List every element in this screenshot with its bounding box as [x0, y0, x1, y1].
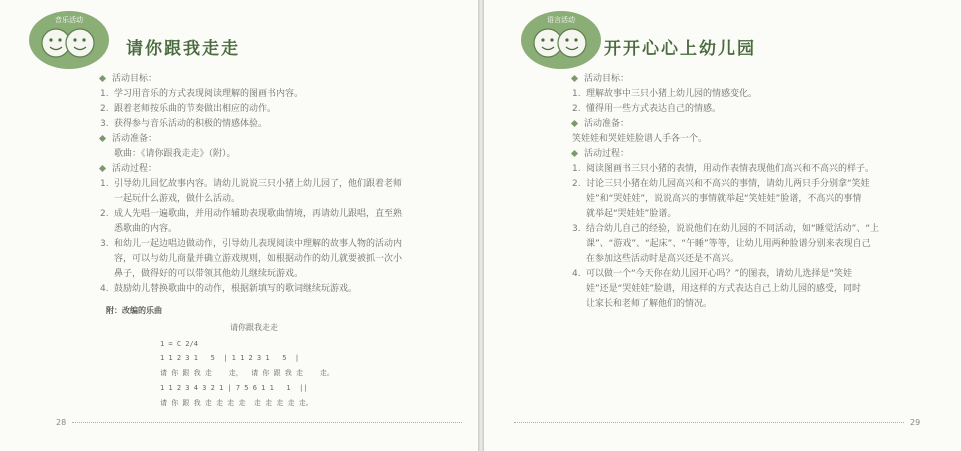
- list-item: 2. 讨论三只小猪在幼儿园高兴和不高兴的事情，请幼儿两只手分别拿“笑娃: [572, 179, 870, 189]
- list-item: 2. 成人先唱一遍歌曲，并用动作辅助表现歌曲情境，再请幼儿跟唱，直至熟: [100, 209, 403, 219]
- right-footer-dots: [514, 422, 904, 423]
- right-process-heading: 活动过程：: [584, 149, 630, 159]
- left-prep-heading: 活动准备：: [112, 134, 158, 144]
- list-item: 1. 理解故事中三只小猪上幼儿园的情感变化。: [572, 89, 758, 99]
- list-item-cont: 在参加这些活动时是高兴还是不高兴。: [586, 254, 740, 264]
- right-page: [484, 0, 961, 451]
- left-process-heading-row: [100, 162, 460, 177]
- left-page-title: 请你跟我走走: [126, 39, 240, 59]
- left-header: [28, 10, 468, 70]
- list-item-cont: 让家长和老师了解他们的情况。: [586, 299, 713, 309]
- left-content: [100, 72, 460, 297]
- list-item-cont: 鼻子，做得好的可以带领其他幼儿继续玩游戏。: [114, 269, 304, 279]
- left-page: [0, 0, 478, 451]
- list-item: 3. 结合幼儿自己的经验，说说他们在幼儿园的不同活动，如“睡觉活动”、“上: [572, 224, 879, 234]
- song-title: 请你跟我走走: [230, 323, 278, 332]
- score-line-2: 1 1 2 3 4 3 2 1 | 7 5 6 1 1 1 ||: [160, 384, 308, 392]
- left-footer-dots: [72, 422, 462, 423]
- left-badge-text: 音乐活动: [55, 16, 83, 24]
- right-page-title: 开开心心上幼儿园: [604, 39, 756, 59]
- left-goals-heading: 活动目标：: [112, 74, 158, 84]
- diamond-bullet-icon: [571, 150, 578, 157]
- left-goal-3: 获得参与音乐活动的积极的情感体验。: [114, 119, 268, 129]
- kids-faces-badge-icon: [520, 10, 602, 70]
- list-item-cont: 就举起“哭娃娃”脸谱。: [586, 209, 677, 219]
- list-item: 2. 跟着老师按乐曲的节奏做出相应的动作。: [100, 104, 277, 114]
- list-item-cont: 容，可以与幼儿商量并确立游戏规则，如根据动作的幼儿就要被抓一次小: [114, 254, 403, 264]
- left-goals-heading-row: [100, 72, 460, 87]
- attachment-label: 附：改编的乐曲: [106, 306, 162, 315]
- right-goal-2: 懂得用一些方式表达自己的情感。: [586, 104, 722, 114]
- list-item: 3. 和幼儿一起边唱边做动作，引导幼儿表现阅读中理解的故事人物的活动内: [100, 239, 403, 249]
- left-prep-item: 歌曲：《请你跟我走走》（附）。: [114, 149, 236, 159]
- left-prep-heading-row: [100, 132, 460, 147]
- list-item: 1. 引导幼儿回忆故事内容。请幼儿说说三只小猪上幼儿园了，他们跟着老师: [100, 179, 403, 189]
- right-prep-heading: 活动准备：: [584, 119, 630, 129]
- diamond-bullet-icon: [99, 165, 106, 172]
- score-lyrics-2: 请 你 跟 我 走 走 走 走 走 走 走 走 走。: [160, 399, 313, 407]
- list-item-cont: 娃”和“哭娃娃”，说说高兴的事情就举起“笑娃娃”脸谱，不高兴的事情: [586, 194, 862, 204]
- list-item-cont: 课”、“游戏”、“起床”、“午睡”等等，让幼儿用两种脸谱分别来表现自己: [586, 239, 871, 249]
- right-badge-text: 语言活动: [547, 16, 575, 24]
- list-item-cont: 悉歌曲的内容。: [114, 224, 178, 234]
- list-item: 3. 获得参与音乐活动的积极的情感体验。: [100, 119, 268, 129]
- diamond-bullet-icon: [99, 75, 106, 82]
- score-line-1: 1 1 2 3 1 5 | 1 1 2 3 1 5 |: [160, 354, 300, 362]
- diamond-bullet-icon: [99, 135, 106, 142]
- music-score: [160, 340, 360, 420]
- diamond-bullet-icon: [571, 120, 578, 127]
- left-goal-1: 学习用音乐的方式表现阅读理解的图画书内容。: [114, 89, 304, 99]
- right-prep-heading-row: [572, 117, 947, 132]
- list-item: 4. 鼓励幼儿替换歌曲中的动作，根据新填写的歌词继续玩游戏。: [100, 284, 358, 294]
- list-item: 2. 懂得用一些方式表达自己的情感。: [572, 104, 722, 114]
- right-process-heading-row: [572, 147, 947, 162]
- right-content: [572, 72, 947, 312]
- score-key: 1 = C 2/4: [160, 340, 198, 348]
- list-item: 1. 学习用音乐的方式表现阅读理解的图画书内容。: [100, 89, 304, 99]
- left-process-heading: 活动过程：: [112, 164, 158, 174]
- right-goal-1: 理解故事中三只小猪上幼儿园的情感变化。: [586, 89, 758, 99]
- right-page-number: 29: [910, 418, 921, 427]
- list-item-cont: 娃”还是“哭娃娃”脸谱，用这样的方式表达自己上幼儿园的感受，同时: [586, 284, 861, 294]
- score-lyrics-1: 请 你 跟 我 走 走， 请 你 跟 我 走 走。: [160, 369, 334, 377]
- list-item: 4. 可以做一个“今天你在幼儿园开心吗？”的图表，请幼儿选择是“笑娃: [572, 269, 852, 279]
- list-item: 1. 阅读图画书三只小猪的表情，用动作表情表现他们高兴和不高兴的样子。: [572, 164, 875, 174]
- diamond-bullet-icon: [571, 75, 578, 82]
- left-page-number: 28: [56, 418, 67, 427]
- kids-faces-badge-icon: [28, 10, 110, 70]
- list-item-cont: 一起玩什么游戏，做什么活动。: [114, 194, 241, 204]
- left-goal-2: 跟着老师按乐曲的节奏做出相应的动作。: [114, 104, 277, 114]
- right-prep-item: 笑娃娃和哭娃娃脸谱人手各一个。: [572, 134, 708, 144]
- right-goals-heading: 活动目标：: [584, 74, 630, 84]
- right-goals-heading-row: [572, 72, 947, 87]
- right-header: [520, 10, 960, 70]
